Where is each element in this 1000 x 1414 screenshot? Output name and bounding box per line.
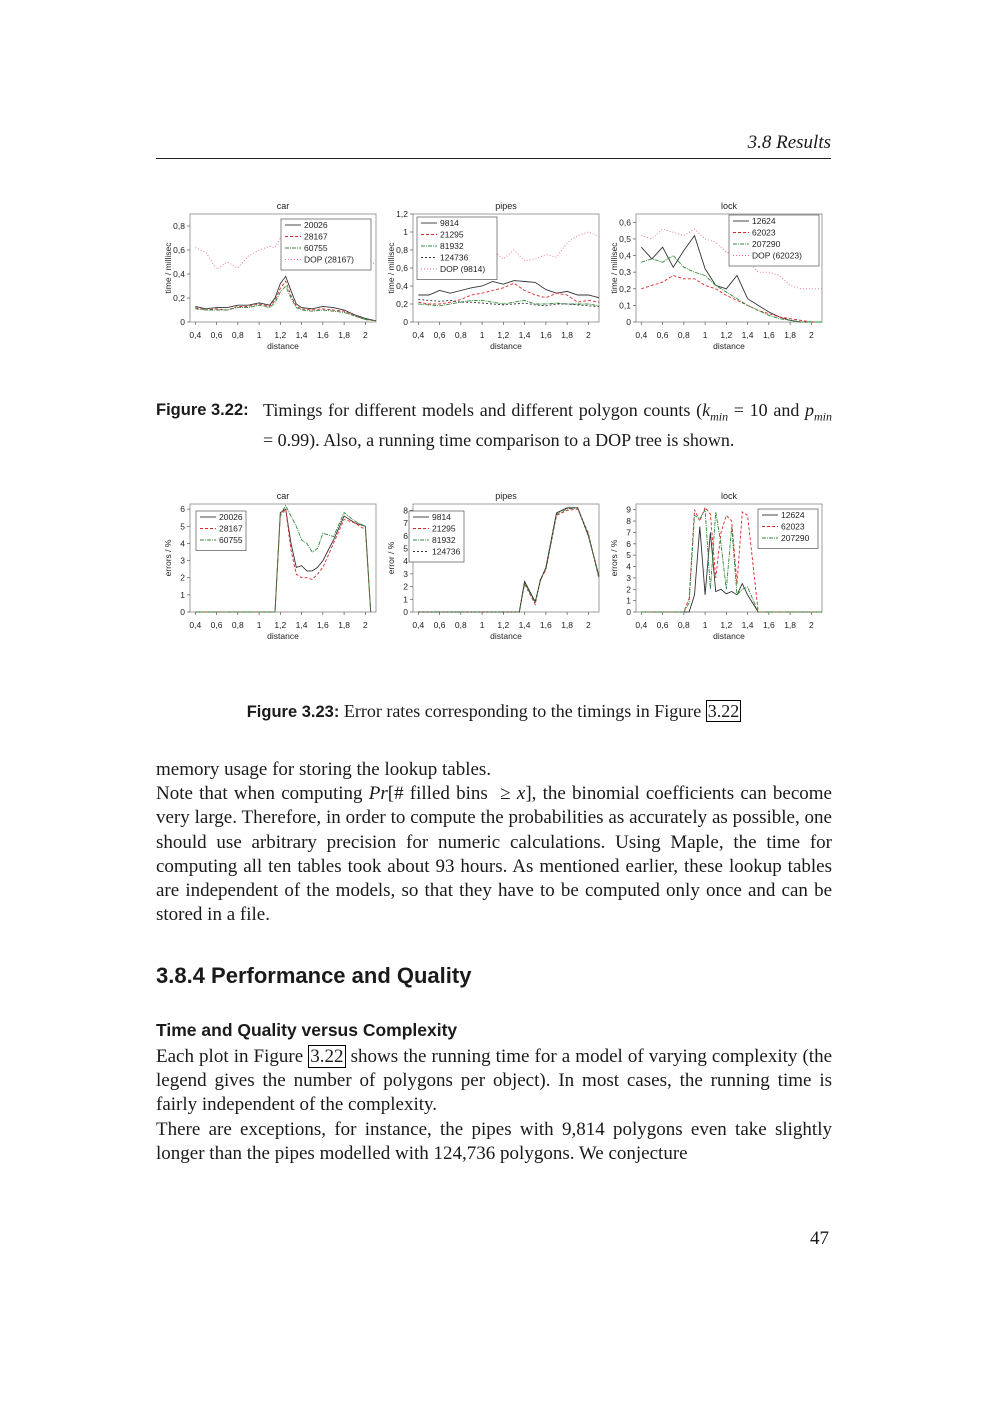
y-tick-label: 6 (180, 504, 185, 515)
x-tick-label: 1 (702, 620, 708, 630)
y-tick-label: 7 (626, 527, 631, 538)
y-tick-label: 0,6 (173, 245, 185, 255)
chart-title: car (276, 491, 290, 501)
x-tick-label: 0,4 (412, 330, 425, 340)
y-tick-label: 3 (180, 555, 185, 566)
y-tick-label: 2 (180, 572, 185, 583)
y-tick-label: 0 (626, 607, 631, 617)
x-tick-label: 0,4 (189, 620, 202, 630)
legend-entry: 60755 (219, 535, 243, 545)
legend-entry: 12624 (781, 510, 805, 520)
y-tick-label: 0,4 (619, 250, 631, 261)
x-tick-label: 1,8 (561, 620, 574, 630)
legend-entry: DOP (9814) (440, 264, 486, 274)
series-line (418, 283, 599, 304)
y-tick-label: 0,4 (396, 281, 408, 291)
body-text-bottom (156, 1045, 832, 1166)
subsection-heading: Time and Quality versus Complexity (156, 1020, 458, 1040)
legend-entry: 60755 (304, 243, 328, 253)
x-tick-label: 2 (809, 330, 814, 340)
x-axis-label: distance (713, 631, 745, 641)
chart-title: lock (720, 491, 738, 501)
series-line (195, 281, 376, 321)
x-tick-label: 1,8 (561, 330, 574, 340)
x-tick-label: 1,2 (274, 620, 287, 630)
y-tick-label: 4 (626, 561, 631, 572)
legend-entry: 20026 (304, 220, 328, 230)
chart-car-timing (156, 200, 382, 352)
legend-entry: 21295 (432, 523, 456, 534)
y-tick-label: 6 (626, 538, 631, 549)
legend-entry: 9814 (440, 218, 459, 228)
y-tick-label: 0,2 (173, 293, 185, 303)
figure-ref-link[interactable]: 3.22 (707, 701, 740, 721)
y-axis-label: time / millisec (163, 242, 173, 294)
chart-title: lock (720, 201, 738, 211)
chart-lock-errors (602, 490, 828, 642)
body-text-top (156, 758, 832, 927)
y-tick-label: 8 (403, 505, 408, 516)
legend-entry: 9814 (432, 512, 451, 522)
y-tick-label: 1 (403, 227, 408, 237)
x-tick-label: 0,4 (635, 620, 648, 630)
legend-entry: 124736 (440, 252, 469, 263)
x-tick-label: 1,4 (741, 330, 754, 340)
legend-entry: DOP (28167) (304, 254, 354, 265)
y-tick-label: 5 (180, 521, 185, 532)
y-tick-label: 2 (626, 584, 631, 595)
y-tick-label: 0,8 (173, 221, 185, 231)
x-tick-label: 1,4 (295, 620, 308, 630)
x-tick-label: 0,4 (189, 330, 202, 340)
x-tick-label: 1,2 (720, 620, 733, 630)
y-tick-label: 0,6 (619, 217, 631, 228)
chart-title: pipes (495, 201, 517, 211)
y-tick-label: 0,1 (619, 300, 631, 311)
x-tick-label: 0,4 (412, 620, 425, 630)
x-tick-label: 0,6 (433, 330, 446, 340)
y-tick-label: 0,4 (173, 269, 185, 279)
x-tick-label: 0,8 (454, 330, 467, 340)
y-tick-label: 0,5 (619, 233, 631, 244)
x-tick-label: 1 (479, 330, 485, 340)
x-tick-label: 1 (256, 330, 262, 340)
y-tick-label: 0,3 (619, 267, 631, 278)
section-heading: 3.8.4 Performance and Quality (156, 963, 472, 988)
x-tick-label: 2 (586, 330, 591, 340)
x-tick-label: 1 (479, 620, 485, 630)
x-tick-label: 0,4 (635, 330, 648, 340)
x-tick-label: 0,6 (210, 330, 223, 340)
y-tick-label: 3 (626, 572, 631, 583)
y-tick-label: 0 (403, 317, 408, 327)
y-axis-label: time / millisec (386, 242, 396, 294)
figure-3-22-plots (156, 200, 836, 352)
legend-entry: 20026 (219, 512, 243, 522)
y-tick-label: 1,2 (396, 209, 408, 219)
x-tick-label: 0,8 (231, 330, 244, 340)
x-tick-label: 0,8 (231, 620, 244, 630)
x-tick-label: 2 (363, 330, 368, 340)
legend-entry: 207290 (752, 239, 781, 249)
y-tick-label: 5 (626, 550, 631, 561)
x-tick-label: 1,4 (295, 330, 308, 340)
paragraph: memory usage for storing the lookup tables. (156, 759, 492, 780)
legend-entry: 28167 (219, 523, 243, 534)
x-tick-label: 0,8 (677, 330, 690, 340)
running-header (156, 132, 831, 159)
x-tick-label: 1,2 (274, 330, 287, 340)
x-tick-label: 1 (702, 330, 708, 340)
paragraph: Each plot in Figure 3.22 shows the running time for a model of varying complexity (the legend gives the number of polygons per object). In most cases, the running time is fairly independent of the complexity. (156, 1046, 833, 1116)
x-tick-label: 1,8 (784, 330, 797, 340)
chart-title: pipes (495, 491, 517, 501)
x-tick-label: 1 (256, 620, 262, 630)
y-tick-label: 5 (403, 543, 408, 554)
chart-car-errors (156, 490, 382, 642)
x-tick-label: 1,2 (497, 330, 510, 340)
legend-entry: 81932 (432, 535, 456, 545)
x-tick-label: 0,6 (433, 620, 446, 630)
y-tick-label: 1 (626, 595, 631, 606)
y-tick-label: 0 (180, 317, 185, 327)
figure-3-23-text: Error rates corresponding to the timings in Figure (343, 701, 702, 721)
x-axis-label: distance (267, 631, 299, 641)
x-tick-label: 1,6 (762, 330, 775, 340)
x-tick-label: 1,2 (720, 330, 733, 340)
x-tick-label: 1,6 (539, 620, 552, 630)
series-line (418, 281, 599, 298)
y-axis-label: error / % (386, 541, 396, 575)
legend-entry: 21295 (440, 229, 464, 240)
legend-entry: 207290 (781, 533, 810, 543)
x-tick-label: 0,8 (454, 620, 467, 630)
x-tick-label: 1,6 (316, 620, 329, 630)
y-tick-label: 7 (403, 518, 408, 529)
chart-pipes-errors (379, 490, 605, 642)
y-tick-label: 0,2 (619, 283, 631, 294)
y-tick-label: 8 (626, 516, 631, 527)
x-axis-label: distance (490, 341, 522, 351)
legend-entry: 124736 (432, 546, 461, 557)
y-tick-label: 3 (403, 568, 408, 579)
y-tick-label: 2 (403, 581, 408, 592)
y-tick-label: 0,6 (396, 263, 408, 273)
x-tick-label: 1,4 (518, 330, 531, 340)
y-axis-label: time / millisec (609, 242, 619, 294)
x-axis-label: distance (267, 341, 299, 351)
running-title: 3.8 Results (747, 132, 831, 153)
x-tick-label: 1,8 (338, 620, 351, 630)
y-axis-label: errors / % (609, 539, 619, 577)
chart-title: car (276, 201, 290, 211)
y-tick-label: 9 (626, 504, 631, 515)
legend-entry: 62023 (781, 521, 805, 532)
x-tick-label: 0,6 (656, 330, 669, 340)
y-axis-label: errors / % (163, 539, 173, 577)
x-tick-label: 2 (363, 620, 368, 630)
x-tick-label: 1,4 (518, 620, 531, 630)
x-tick-label: 0,6 (656, 620, 669, 630)
figure-3-22-label: Figure 3.22: (156, 401, 249, 419)
y-tick-label: 6 (403, 530, 408, 541)
page-number: 47 (810, 1228, 829, 1249)
y-tick-label: 0,2 (396, 299, 408, 309)
figure-3-23-label: Figure 3.23: (246, 703, 340, 721)
chart-pipes-timing (379, 200, 605, 352)
chart-lock-timing (602, 200, 828, 352)
x-tick-label: 2 (586, 620, 591, 630)
y-tick-label: 0 (180, 607, 185, 617)
x-tick-label: 1,8 (338, 330, 351, 340)
x-tick-label: 1,6 (539, 330, 552, 340)
x-tick-label: 2 (809, 620, 814, 630)
y-tick-label: 0,8 (396, 245, 408, 255)
x-axis-label: distance (713, 341, 745, 351)
figure-3-23-plots (156, 490, 836, 642)
x-tick-label: 1,8 (784, 620, 797, 630)
x-tick-label: 1,6 (316, 330, 329, 340)
y-tick-label: 1 (180, 589, 185, 600)
paragraph: There are exceptions, for instance, the pipes with 9,814 polygons even take slightly longer than the pipes modelled with 124,736 polygons. We conjecture (156, 1118, 832, 1164)
paragraph: Note that when computing Pr[# filled bins ≥ x], the binomial coefficients can become very large. Therefore, in order to compute the probabilities as accurately as possible, one should use arbitrary precision for numeric calculations. Using Maple, the time for computing all ten tables took about 93 hours. As mentioned earlier, these lookup tables are independent of the models, so that they have to be computed only once and can be stored in a file. (156, 783, 832, 926)
legend-entry: 81932 (440, 241, 464, 251)
y-tick-label: 4 (403, 556, 408, 567)
y-tick-label: 0 (626, 317, 631, 327)
figure-3-23-caption (156, 700, 832, 724)
legend-entry: DOP (62023) (752, 250, 802, 261)
y-tick-label: 0 (403, 607, 408, 617)
series-line (195, 286, 376, 321)
legend-entry: 62023 (752, 227, 776, 238)
x-tick-label: 1,2 (497, 620, 510, 630)
x-axis-label: distance (490, 631, 522, 641)
figure-3-22-text: Timings for different models and different polygon counts ($k_{min} = 10$ and $p_{min} = 0.99$). Also, a running time comparison to a DOP tree is shown. (263, 400, 832, 450)
y-tick-label: 1 (403, 594, 408, 605)
x-tick-label: 1,4 (741, 620, 754, 630)
x-tick-label: 0,6 (210, 620, 223, 630)
y-tick-label: 4 (180, 538, 185, 549)
legend-entry: 12624 (752, 216, 776, 226)
legend-entry: 28167 (304, 231, 328, 242)
x-tick-label: 1,6 (762, 620, 775, 630)
x-tick-label: 0,8 (677, 620, 690, 630)
